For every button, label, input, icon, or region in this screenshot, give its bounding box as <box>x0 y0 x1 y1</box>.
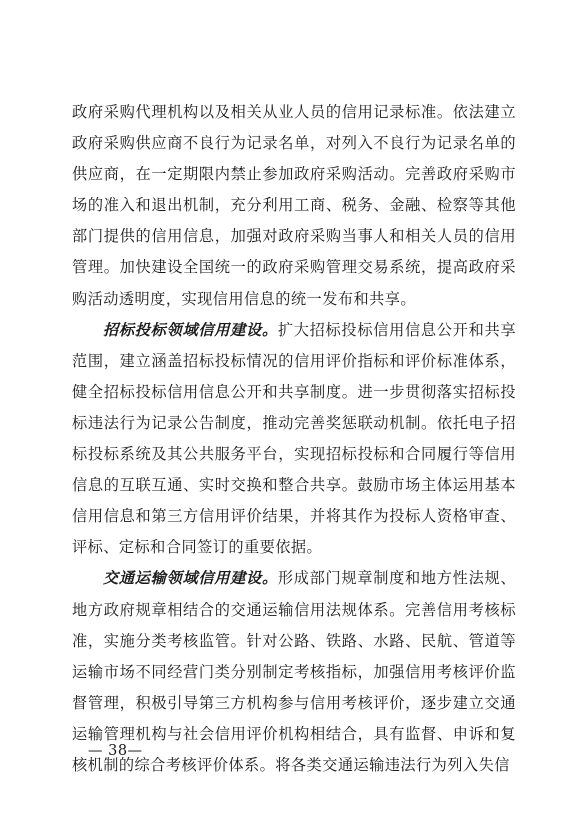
paragraph-2 <box>72 315 516 564</box>
paragraph-2-text: 扩大招标投标信用信息公开和共享范围，建立涵盖招标投标情况的信用评价指标和评价标准体系，健全招标投标信用信息公开和共享制度。进一步贯彻落实招标投标违法行为记录公告制度，推动完善奖惩联动机制。依托电子招标投标系统及其公共服务平台，实现招标投标和合同履行等信用信息的互联互通、实时交换和整合共享。鼓励市场主体运用基本信用信息和第三方信用评价结果，并将其作为投标人资格审查、评标、定标和合同签订的重要依据。 <box>72 320 517 557</box>
paragraph-1 <box>72 97 516 315</box>
page-number: — 38— <box>88 743 143 759</box>
paragraph-1-text: 政府采购代理机构以及相关从业人员的信用记录标准。依法建立政府采购供应商不良行为记录名单，对列入不良行为记录名单的供应商，在一定期限内禁止参加政府采购活动。完善政府采购市场的准入和退出机制，充分利用工商、税务、金融、检察等其他部门提供的信用信息，加强对政府采购当事人和相关人员的信用管理。加快建设全国统一的政府采购管理交易系统，提高政府采购活动透明度，实现信用信息的统一发布和共享。 <box>72 103 516 308</box>
paragraph-3-text: 形成部门规章制度和地方性法规、地方政府规章相结合的交通运输信用法规体系。完善信用考核标准，实施分类考核监管。针对公路、铁路、水路、民航、管道等运输市场不同经营门类分别制定考核指标，加强信用考核评价监督管理，积极引导第三方机构参与信用考核评价，逐步建立交通运输管理机构与社会信用评价机构相结合，具有监督、申诉和复核机制的综合考核评价体系。将各类交通运输违法行为列入失信 <box>72 569 517 774</box>
paragraph-2-heading: 招标投标领域信用建设。 <box>103 320 278 339</box>
document-body <box>72 97 516 781</box>
paragraph-3-heading: 交通运输领域信用建设。 <box>103 569 278 588</box>
